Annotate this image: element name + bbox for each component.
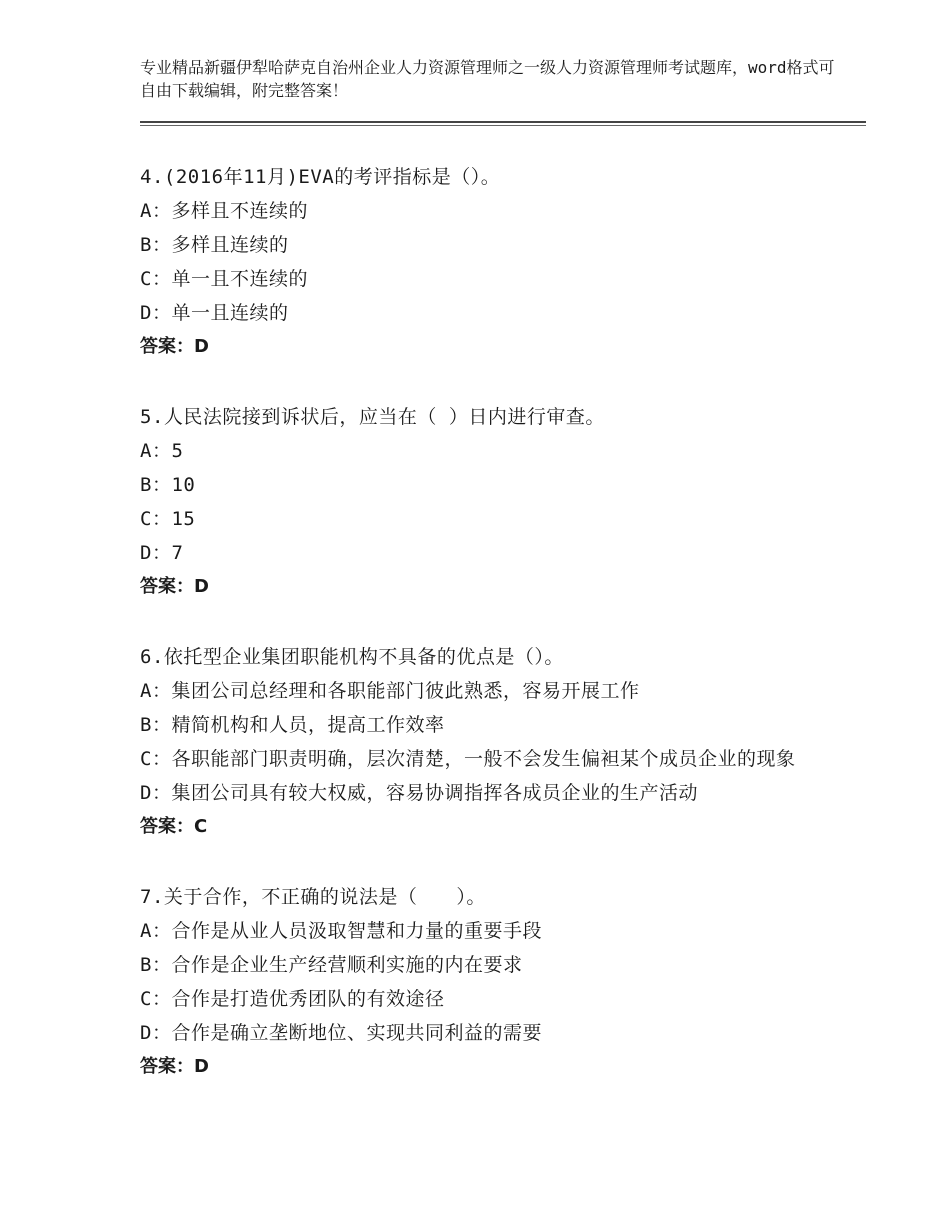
option-a: A：合作是从业人员汲取智慧和力量的重要手段 bbox=[140, 920, 542, 942]
option-a: A：集团公司总经理和各职能部门彼此熟悉，容易开展工作 bbox=[140, 680, 640, 702]
option-a: A：多样且不连续的 bbox=[140, 200, 308, 222]
option-a: A：5 bbox=[140, 440, 184, 462]
option-b: B：合作是企业生产经营顺利实施的内在要求 bbox=[140, 954, 523, 976]
option-b: B：多样且连续的 bbox=[140, 234, 289, 256]
question-block bbox=[140, 400, 820, 604]
option-c: C：各职能部门职责明确，层次清楚，一般不会发生偏袒某个成员企业的现象 bbox=[140, 748, 796, 770]
header-divider-thick bbox=[140, 121, 866, 123]
option-c: C：合作是打造优秀团队的有效途径 bbox=[140, 988, 445, 1010]
option-d: D：单一且连续的 bbox=[140, 302, 289, 324]
option-b: B：10 bbox=[140, 474, 196, 496]
question-block bbox=[140, 160, 820, 364]
answer-label: 答案：D bbox=[140, 336, 209, 357]
option-d: D：集团公司具有较大权威，容易协调指挥各成员企业的生产活动 bbox=[140, 782, 698, 804]
option-b: B：精简机构和人员，提高工作效率 bbox=[140, 714, 445, 736]
question-block bbox=[140, 640, 820, 844]
header-divider-thin bbox=[140, 125, 866, 126]
question-list bbox=[140, 160, 820, 1120]
option-d: D：7 bbox=[140, 542, 184, 564]
option-c: C：单一且不连续的 bbox=[140, 268, 308, 290]
question-stem: 4.(2016年11月)EVA的考评指标是（）。 bbox=[140, 166, 501, 188]
question-stem: 6.依托型企业集团职能机构不具备的优点是（）。 bbox=[140, 646, 564, 668]
question-stem: 5.人民法院接到诉状后，应当在（ ）日内进行审查。 bbox=[140, 406, 605, 428]
question-stem: 7.关于合作，不正确的说法是（ ）。 bbox=[140, 886, 486, 908]
option-c: C：15 bbox=[140, 508, 196, 530]
answer-label: 答案：D bbox=[140, 1056, 209, 1077]
option-d: D：合作是确立垄断地位、实现共同利益的需要 bbox=[140, 1022, 542, 1044]
question-block bbox=[140, 880, 820, 1084]
document-header-title: 专业精品新疆伊犁哈萨克自治州企业人力资源管理师之一级人力资源管理师考试题库，word格式可自由下载编辑，附完整答案！ bbox=[140, 58, 835, 100]
answer-label: 答案：D bbox=[140, 576, 209, 597]
answer-label: 答案：C bbox=[140, 816, 208, 837]
